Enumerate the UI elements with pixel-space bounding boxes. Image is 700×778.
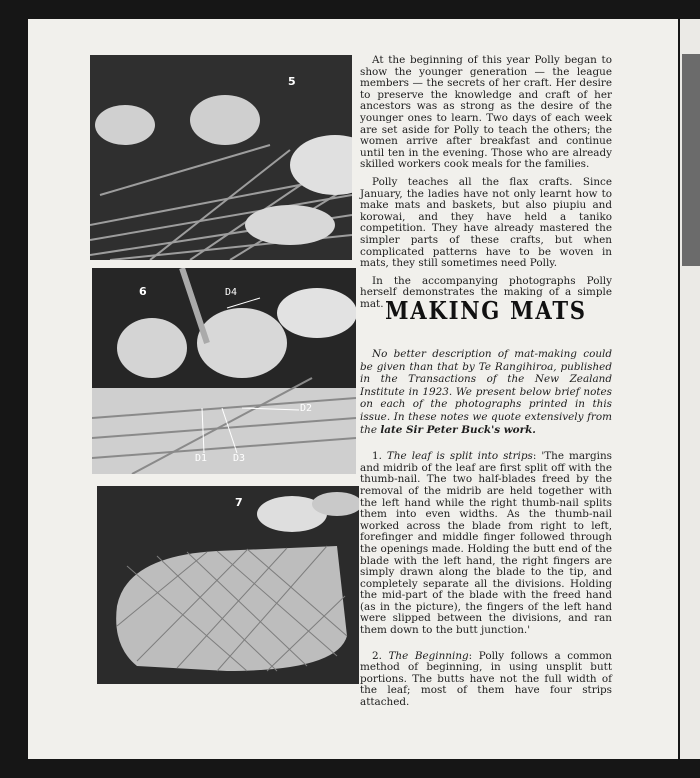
step-2-number: 2. <box>372 649 389 662</box>
label-d3: D3 <box>233 453 246 464</box>
photo-5-weaving-hands <box>90 55 352 260</box>
step-2-title: The Beginning <box>388 649 469 662</box>
intro-bold: late Sir Peter Buck's work. <box>380 423 536 436</box>
step-1-number: 1. <box>372 450 387 463</box>
paragraph-3: In the accompanying photographs Polly herself demonstrates the making of a simple mat. <box>360 274 612 310</box>
photo-number: 5 <box>288 75 296 88</box>
section-heading: MAKING MATS <box>385 296 587 325</box>
article-column-top <box>360 55 612 310</box>
step-2 <box>360 651 612 709</box>
adjacent-page-photo <box>682 54 700 266</box>
photo-6-plaiting-strips <box>92 268 356 474</box>
label-d1: D1 <box>195 453 208 464</box>
paragraph-1: At the beginning of this year Polly began to show the younger generation — the league members — the secrets of her craft. Her desire to preserve the knowledge and craft of her ancestors was as strong as the desire of the younger ones to learn. Two days of each week are set aside for Polly to teach the others; the women arrive after breakfast and continue until ten in the evening. Those who are already skilled workers cook meals for the families. <box>360 54 612 171</box>
label-d2: D2 <box>300 403 313 414</box>
step-1-text: : 'The margins and midrib of the leaf are first split off with the thumb-nail. The two half-blades freed by the removal of the midrib are held together with the left hand while the right thumb-nail splits them into even widths. As the thumb-nail worked across the blade from right to left, forefinger and middle finger followed through the openings made. Holding the butt end of the blade with the left hand, the right fingers are simply drawn along the blade to the tip, and completely separate all the divisions. Holding the mid-part of the blade with the freed hand (as in the picture), the fingers of the left hand were slipped between the divisions, and ran them down to the butt junction.' <box>360 450 613 637</box>
label-d4: D4 <box>225 287 238 298</box>
photo-7-woven-mat <box>97 486 359 684</box>
intro-paragraph <box>360 348 612 436</box>
photo-number: 6 <box>139 285 147 298</box>
adjacent-page-edge <box>680 19 700 759</box>
intro-text: No better description of mat-making could be given than that by Te Rangihiroa, published in the Transactions of the New Zealand Institute in 1923. We present below brief notes on each of the photographs printed in this issue. In these notes we quote extensively from the <box>360 348 612 436</box>
step-2-text: : Polly follows a common method of beginning, in using unsplit butt portions. The butts have not the full width of the leaf; most of them have four strips attached. <box>360 649 612 709</box>
article-column-bottom <box>360 348 612 709</box>
step-1-title: The leaf is split into strips <box>386 450 533 463</box>
step-1 <box>360 451 612 637</box>
paragraph-2: Polly teaches all the flax crafts. Since January, the ladies have not only learnt how to make mats and baskets, but also piupiu and korowai, and they have held a taniko competition. They have already mastered the simpler parts of these crafts, but when complicated patterns have to be woven in mats, they still sometimes need Polly. <box>360 175 612 270</box>
photo-number: 7 <box>235 496 243 509</box>
